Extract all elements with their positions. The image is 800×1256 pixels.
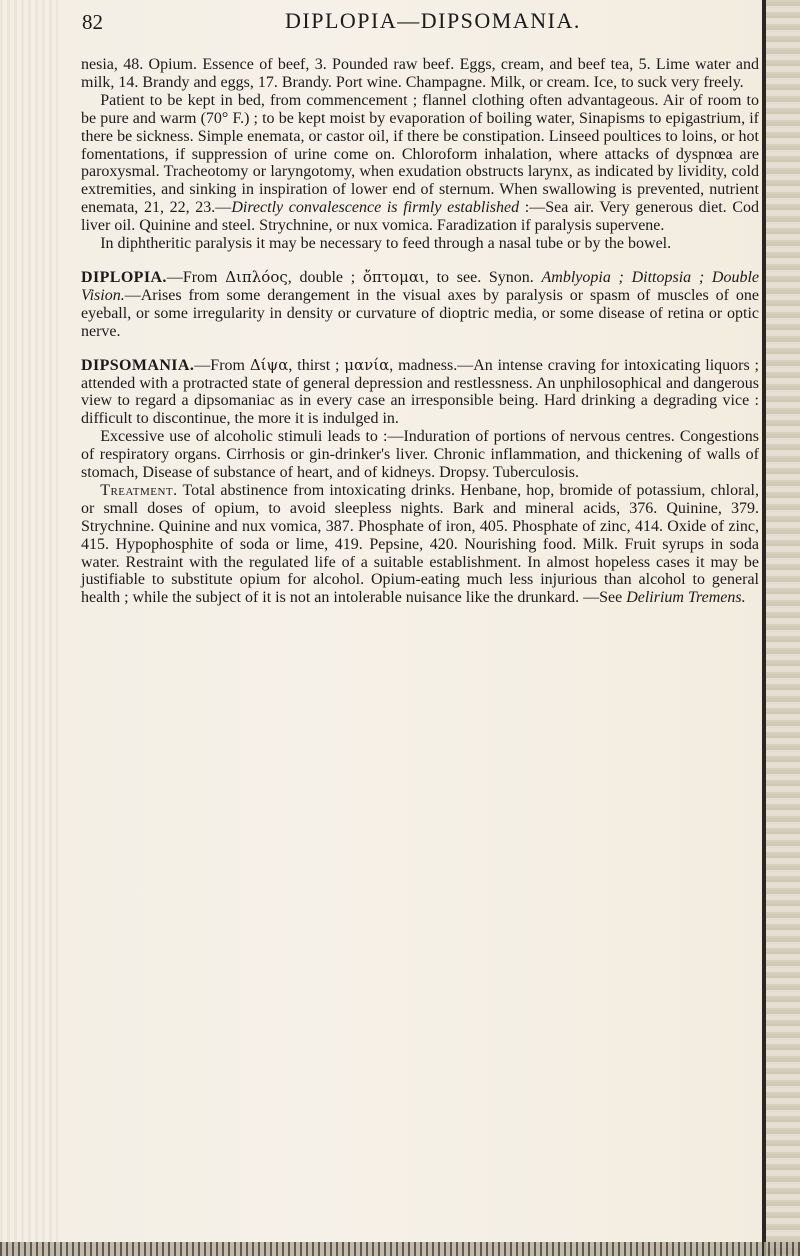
paragraph-treatment — [81, 482, 759, 607]
convalescence-text: :—Sea air. Very generous diet. Cod liver oil. Quinine and steel. Strychnine, or nux vomica. Faradization if paralysis supervene. — [81, 199, 760, 235]
diplopia-definition: —Arises from some derangement in the visual axes by paralysis or spasm of muscles of one eyeball, or some irregularity in density or curvature of dioptric media, or some disease of retina or optic nerve. — [81, 286, 759, 340]
treatment-text: Total abstinence from intoxicating drinks. Henbane, hop, bromide of potassium, chloral, or small doses of opium, to avoid sleepless nights. Bark and mineral acids, 376. Quinine, 379. Strychnine. Quinine and nux vomica, 387. Phosphate of iron, 405. Phosphate of zinc, 414. Oxide of zinc, 415. Hypophosphite of soda or lime, 419. Pepsine, 420. Nourishing food. Milk. Fruit syrups in soda water. Restraint with the regulated life of a suitable establishment. In almost hopeless cases it may be justifiable to substitute opium for alcohol. Opium-eating much less injurious than alcohol to general health ; while the subject of it is not an intolerable nuisance like the drunkard. —See — [81, 481, 759, 607]
dipsomania-headword: DIPSOMANIA. — [81, 356, 195, 374]
diplopia-greek-2: ὄπτομαι — [362, 267, 425, 286]
treatment-label: Treatment. — [100, 481, 178, 499]
paragraph-continuation: nesia, 48. Opium. Essence of beef, 3. Pounded raw beef. Eggs, cream, and beef tea, 5. Lime water and milk, 14. Brandy and eggs, 17. Brandy. Port wine. Champagne. Milk, or cream. Ice, to suck very freely. — [81, 56, 759, 91]
diplopia-headword: DIPLOPIA. — [81, 268, 167, 286]
dipsomania-text-2: , thirst ; — [288, 356, 345, 374]
binding-gutter — [0, 0, 58, 1256]
adjacent-page-edge — [762, 0, 800, 1256]
entry-dipsomania — [81, 357, 759, 429]
patient-care-text: Patient to be kept in bed, from commencement ; flannel clothing often advantageous. Air of room to be pure and warm (70° F.) ; to be kept moist by evaporation of boiling water, Sinapisms to epigastrium, if there be sickness. Simple enemata, or castor oil, if there be constipation. Linseed poultices to loins, or hot fomentations, if suppression of urine come on. Chloroform inhalation, where attacks of dyspnœa are paroxysmal. Tracheotomy or laryngotomy, when exudation obstructs larynx, as indicated by lividity, cold extremities, and sinking in inspiration of lower end of sternum. When swallowing is prevented, nutrient enemata, 21, 22, 23.— — [81, 91, 759, 217]
dipsomania-greek-1: Δίψα — [249, 355, 289, 374]
paragraph-alcohol-effects: Excessive use of alcoholic stimuli leads to :—Induration of portions of nervous centres. Congestions of respiratory organs. Cirrhosis or gin-drinker's liver. Chronic inflammation, and thickening of walls of stomach, Disease of substance of heart, and of kidneys. Dropsy. Tuberculosis. — [81, 428, 759, 482]
diplopia-synonyms: Amblyopia ; Dittopsia ; Double Vision. — [81, 268, 760, 304]
page-edge-shadow — [762, 0, 766, 1256]
paragraph-patient-care — [81, 92, 759, 235]
entry-gap — [81, 253, 759, 269]
entry-gap — [81, 341, 759, 357]
diplopia-text-3: , to see. Synon. — [424, 268, 542, 286]
see-also-reference: Delirium Tremens. — [626, 589, 746, 607]
dipsomania-text-1: —From — [194, 356, 250, 374]
bottom-page-edge — [0, 1242, 800, 1256]
running-head: DIPLOPIA—DIPSOMANIA. — [285, 8, 581, 33]
diplopia-greek-1: Διπλόος — [225, 267, 288, 286]
dipsomania-greek-2: μανία — [344, 355, 390, 374]
page-header — [60, 6, 760, 36]
page-number: 82 — [82, 10, 103, 34]
paragraph-diphtheritic-paralysis: In diphtheritic paralysis it may be necessary to feed through a nasal tube or by the bowel. — [100, 235, 672, 253]
dipsomania-definition: , madness.—An intense craving for intoxicating liquors ; attended with a protracted state of general depression and restlessness. An unphilosophical and dangerous view to regard a dipsomaniac as in every case an irresponsible being. Hard drinking a degrading vice : difficult to discontinue, the more it is indulged in. — [81, 356, 760, 428]
page-body — [81, 56, 759, 607]
diplopia-text-1: —From — [166, 268, 226, 286]
entry-diplopia — [81, 269, 759, 341]
convalescence-italic: Directly convalescence is firmly established — [231, 199, 520, 217]
diplopia-text-2: , double ; — [287, 268, 363, 286]
